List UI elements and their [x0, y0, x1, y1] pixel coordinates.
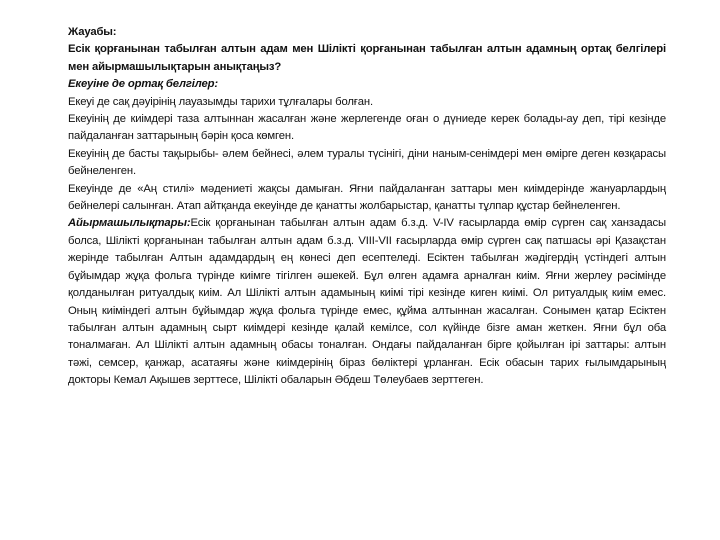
- differences-heading: Айырмашылықтары:: [68, 217, 191, 230]
- document-body: [68, 24, 666, 390]
- common-features-heading: Екеуіне де ортақ белгілер:: [68, 78, 218, 91]
- common-paragraph-3: Екеуінің де басты тақырыбы- әлем бейнесі, әлем туралы түсінігі, діни наным-сенімдері мен өмірге деген көзқарасы бейнеленген.: [68, 147, 666, 178]
- question-text: Есік қорғанынан табылған алтын адам мен Шілікті қорғанынан табылған алтын адамның ортақ белгілері мен айырмашылықтарын анықтаңыз?: [68, 43, 666, 73]
- differences-text: Есік қорғанынан табылған алтын адам б.з.д. V-IV ғасырларда өмір сүрген сақ ханзадасы болса, Шілікті қорғанынан табылған алтын адам б.з.д. VIII-VII ғасырларда өмір сүрген сақ патшасы әрі Қазақстан жерінде табылған Алтын адамдардың ең көнесі деп есептеледі. Есіктен табылған жәдігердің үстіндегі алтын бұйымдар жұқа фольга түрінде киімге тігілген әшекей. Бұл өлген адамға арналған киім. Яғни жерлеу рәсімінде қолданылған ритуалдық киім. Ал Шілікті алтын адамының киімі тірі кезінде киген киімі. Ол ритуалдық киім емес. Оның киіміндегі алтын бұйымдар жұқа фольга түрінде емес, құйма алтыннан жасалған. Сонымен қатар Есіктен табылған алтын адамның сырт киімдері кезінде қалай кемілсе, сол күйінде бізге аман жеткен. Яғни бұл оба тоналмаған. Ал Шілікті алтын адамның обасы тоналған. Ондағы пайдаланған бірге қойылған ірі заттары: алтын тәжі, семсер, қанжар, асатаяғы және киімдерінің біраз бөліктері ұрланған. Есік обасын тарих ғылымдарының докторы Кемал Ақышев зерттесе, Шілікті обаларын Әбдеш Төлеубаев зерттеген.: [68, 217, 666, 387]
- common-paragraph-4: Екеуінде де «Аң стилі» мәдениеті жақсы дамыған. Яғни пайдаланған заттары мен киімдерінде жануарлардың бейнелері салынған. Атап айтқанда екеуінде де қанатты жолбарыстар, қанатты тұлпар құстар бейнеленген.: [68, 182, 666, 213]
- common-paragraph-2: Екеуінің де киімдері таза алтыннан жасалған және жерлегенде оған о дүниеде керек болады-ау деп, тірі кезінде пайдаланған заттарының бәрін қоса көмген.: [68, 113, 666, 143]
- answer-label: Жауабы:: [68, 26, 117, 38]
- differences-paragraph: [68, 215, 666, 389]
- common-paragraph-1: Екеуі де сақ дәуірінің лауазымды тарихи тұлғалары болған.: [68, 95, 373, 108]
